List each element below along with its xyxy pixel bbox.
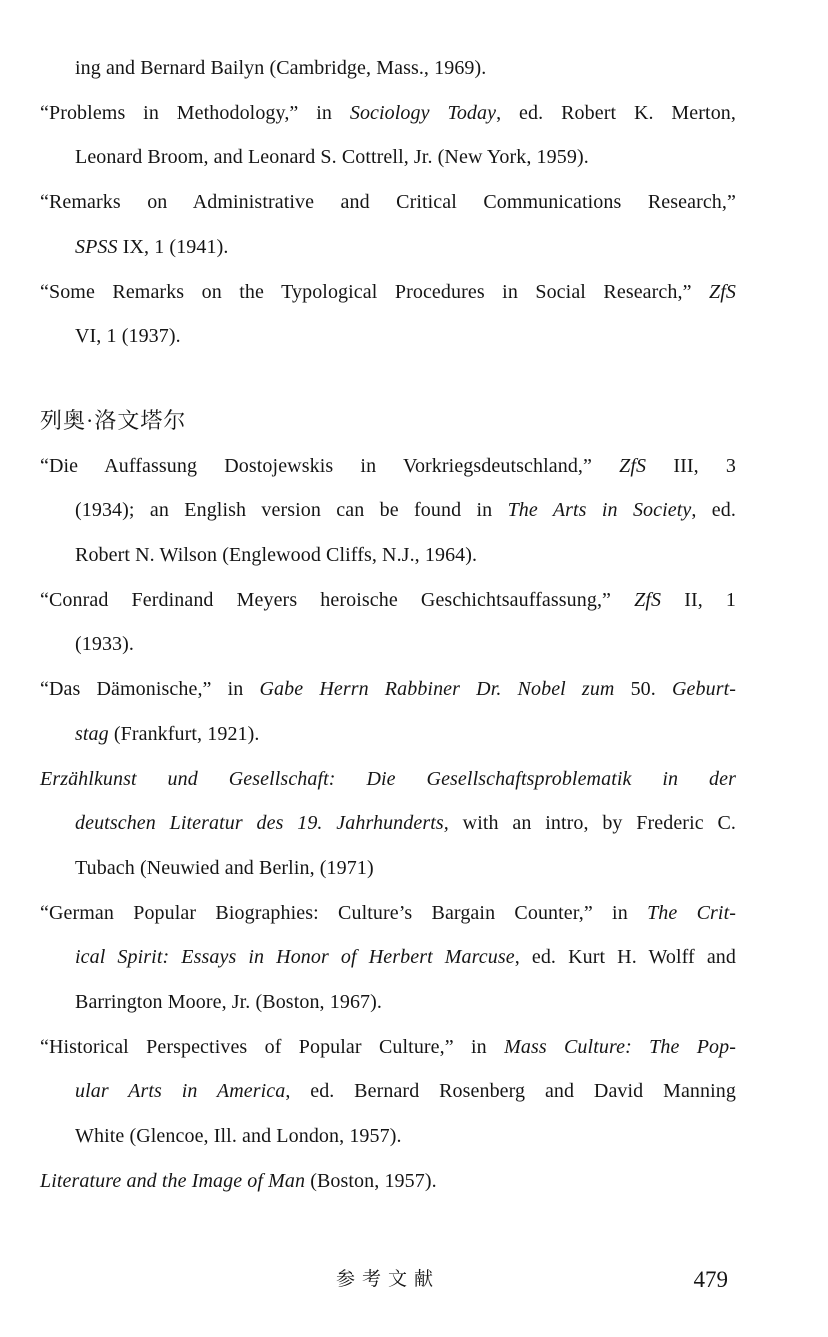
bibliography-entry xyxy=(40,757,736,891)
bibliography-entry xyxy=(40,270,736,359)
italic-title-text: Erzählkunst und Gesellschaft: Die Gesellschaftsproblematik in der xyxy=(40,767,736,790)
bibliography-line xyxy=(40,180,736,225)
bibliography-entry xyxy=(40,891,736,1025)
bibliography-line xyxy=(40,578,736,623)
bibliography-line xyxy=(40,622,736,667)
bibliography-line xyxy=(40,712,736,757)
bibliography-entries-top xyxy=(40,46,736,359)
body-text: (Frankfurt, 1921). xyxy=(108,722,260,745)
italic-title-text: SPSS xyxy=(75,235,118,258)
italic-title-text: Literature and the Image of Man xyxy=(40,1169,306,1192)
body-text: “Das Dämonische,” in xyxy=(40,678,260,701)
italic-title-text: The Crit- xyxy=(647,901,737,924)
bibliography-line xyxy=(40,533,736,578)
bibliography-line xyxy=(40,46,736,91)
body-text: (1934); an English version can be found in xyxy=(75,499,508,522)
running-footer-title: 参考文献 xyxy=(335,1269,440,1290)
body-text: VI, 1 (1937). xyxy=(75,325,181,348)
italic-title-text: Gabe Herrn Rabbiner Dr. Nobel zum xyxy=(259,678,615,701)
body-text: Tubach (Neuwied and Berlin, (1971) xyxy=(75,856,374,879)
bibliography-line xyxy=(40,225,736,270)
body-text: “Problems in Methodology,” in xyxy=(40,101,350,124)
body-text: ing and Bernard Bailyn (Cambridge, Mass., 1969). xyxy=(75,57,487,79)
bibliography-entry xyxy=(40,46,736,91)
italic-title-text: Sociology Today xyxy=(349,101,497,124)
bibliography-entry xyxy=(40,667,736,756)
bibliography-line xyxy=(40,91,736,136)
bibliography-entry xyxy=(40,578,736,667)
bibliography-entry xyxy=(40,180,736,269)
body-text: “Historical Perspectives of Popular Culture,” in xyxy=(40,1035,505,1058)
body-text: IX, 1 (1941). xyxy=(117,235,229,258)
body-text: Barrington Moore, Jr. (Boston, 1967). xyxy=(75,991,383,1014)
page-number: 479 xyxy=(693,1267,728,1292)
bibliography-line xyxy=(40,1069,736,1114)
body-text: “Conrad Ferdinand Meyers heroische Geschichtsauffassung,” xyxy=(40,588,635,611)
body-text: “German Popular Biographies: Culture’s Bargain Counter,” in xyxy=(40,901,648,924)
body-text: Robert N. Wilson (Englewood Cliffs, N.J., 1964). xyxy=(75,544,478,567)
bibliography-entry xyxy=(40,1025,736,1159)
bibliography-line xyxy=(40,801,736,846)
body-text: , ed. xyxy=(691,499,736,522)
body-text: 50. xyxy=(614,678,672,701)
italic-title-text: The Arts in Society xyxy=(507,499,692,522)
bibliography-line xyxy=(40,488,736,533)
bibliography-line xyxy=(40,667,736,712)
section-heading-lowenthal: 列奥·洛文塔尔 xyxy=(40,407,187,433)
italic-title-text: stag xyxy=(75,722,109,745)
bibliography-entry xyxy=(40,1159,736,1204)
bibliography-line xyxy=(40,1025,736,1070)
italic-title-text: deutschen Literatur des 19. Jahrhunderts, xyxy=(75,812,449,835)
body-text: “Remarks on Administrative and Critical Communications Research,” xyxy=(40,191,736,214)
bibliography-entries-lowenthal xyxy=(40,444,736,1204)
body-text: III, 3 xyxy=(646,454,736,477)
body-text: (Boston, 1957). xyxy=(305,1169,437,1192)
body-text: (1933). xyxy=(75,633,135,656)
bibliography-line xyxy=(40,314,736,359)
body-text: , ed. Bernard Rosenberg and David Manning xyxy=(285,1080,736,1103)
italic-title-text: Geburt- xyxy=(671,678,737,701)
body-text: with an intro, by Frederic C. xyxy=(448,812,736,835)
bibliography-line xyxy=(40,935,736,980)
body-text: “Some Remarks on the Typological Procedures in Social Research,” xyxy=(40,280,710,303)
italic-title-text: ZfS xyxy=(619,454,647,477)
bibliography-text-block xyxy=(40,46,736,1204)
body-text: , ed. Robert K. Merton, xyxy=(496,101,737,124)
bibliography-line xyxy=(40,846,736,891)
italic-title-text: ZfS xyxy=(634,588,662,611)
bibliography-line xyxy=(40,1159,736,1204)
body-text: White (Glencoe, Ill. and London, 1957). xyxy=(75,1125,402,1148)
italic-title-text: ular Arts in America xyxy=(75,1080,286,1103)
bibliography-line xyxy=(40,891,736,936)
bibliography-line xyxy=(40,270,736,315)
bibliography-line xyxy=(40,444,736,489)
italic-title-text: ical Spirit: Essays in Honor of Herbert Marcuse xyxy=(75,946,515,969)
italic-title-text: Mass Culture: The Pop- xyxy=(504,1035,736,1058)
bibliography-entry xyxy=(40,91,736,180)
page-footer xyxy=(40,1262,736,1298)
body-text: Leonard Broom, and Leonard S. Cottrell, Jr. (New York, 1959). xyxy=(75,146,589,169)
bibliography-line xyxy=(40,1114,736,1159)
body-text: “Die Auffassung Dostojewskis in Vorkriegsdeutschland,” xyxy=(40,454,620,477)
bibliography-line xyxy=(40,980,736,1025)
bibliography-line xyxy=(40,135,736,180)
body-text: II, 1 xyxy=(661,588,737,611)
body-text: , ed. Kurt H. Wolff and xyxy=(514,946,736,969)
bibliography-line xyxy=(40,757,736,802)
bibliography-entry xyxy=(40,444,736,578)
italic-title-text: ZfS xyxy=(709,280,736,303)
